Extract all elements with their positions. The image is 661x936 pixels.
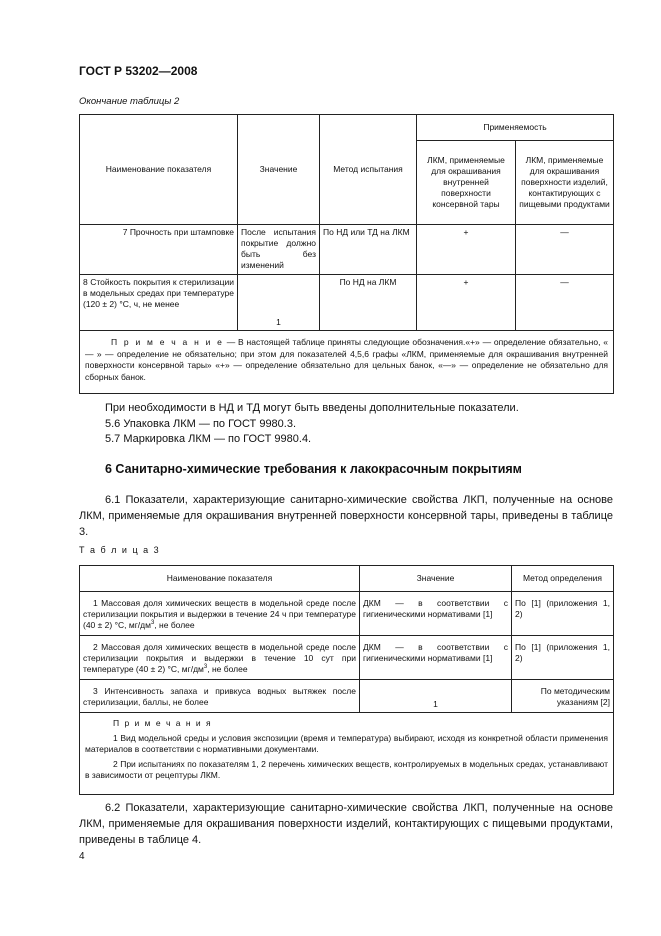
t2-row2-outer: — bbox=[516, 275, 614, 331]
t2-header-applicability: Применяемость bbox=[417, 115, 614, 141]
table3 bbox=[79, 565, 614, 795]
table-row bbox=[80, 636, 614, 680]
t3-row2-name bbox=[80, 636, 360, 680]
t2-row1-method: По НД или ТД на ЛКМ bbox=[320, 225, 417, 275]
t2-header-inner: ЛКМ, применяемые для окрашивания внутренней поверхности консервной тары bbox=[417, 141, 516, 225]
paragraph-5-7: 5.7 Маркировка ЛКМ — по ГОСТ 9980.4. bbox=[105, 433, 312, 445]
t3-notes bbox=[80, 713, 614, 795]
t2-row1-inner: + bbox=[417, 225, 516, 275]
paragraph-5-6: 5.6 Упаковка ЛКМ — по ГОСТ 9980.3. bbox=[105, 418, 297, 430]
t3-row3-name-text: 3 Интенсивность запаха и привкуса водных вытяжек после стерилизации, баллы, не более bbox=[83, 686, 356, 707]
table2 bbox=[79, 114, 614, 394]
t2-header-value: Значение bbox=[238, 115, 320, 225]
t3-row3-value: 1 bbox=[360, 680, 512, 713]
t3-row1-value: ДКМ — в соответствии с гигиеническими нормативами [1] bbox=[360, 592, 512, 636]
t2-row2-value: 1 bbox=[238, 275, 320, 331]
t2-row2-inner: + bbox=[417, 275, 516, 331]
t3-note-1: 1 Вид модельной среды и условия экспозиции (время и температура) выбирают, исходя из конкретной области применения материалов в соответствии с нормативными документами. bbox=[85, 732, 608, 754]
section-6-title: 6 Санитарно-химические требования к лакокрасочным покрытиям bbox=[105, 462, 522, 476]
t3-row3-name bbox=[80, 680, 360, 713]
table-row bbox=[80, 592, 614, 636]
t3-row2-method: По [1] (приложения 1, 2) bbox=[512, 636, 614, 680]
t3-header-method: Метод определения bbox=[512, 566, 614, 592]
t2-header-outer: ЛКМ, применяемые для окрашивания поверхности изделий, контактирующих с пищевыми продуктами bbox=[516, 141, 614, 225]
t3-header-name: Наименование показателя bbox=[80, 566, 360, 592]
t3-row1-method: По [1] (приложения 1, 2) bbox=[512, 592, 614, 636]
t2-note-text: — В настоящей таблице приняты следующие обозначения.«+» — определение обязательно, « — » — определение не обязательно; при этом для показателей 4,5,6 графы «ЛКМ, применяемые для окрашивания внутренней поверхности консервной тары» «+» — определение обязательно для цельных банок, «—» — определение не обязательно для сборных банок. bbox=[85, 337, 609, 382]
t3-row1-name-text: 1 Массовая доля химических веществ в модельной среде после стерилизации покрытия и выдержки в течение 24 ч при температуре (40 ± 2) °С, мг/дм bbox=[83, 598, 356, 630]
t2-row1-name: 7 Прочность при штамповке bbox=[80, 225, 238, 275]
t3-row2-sup: 3 bbox=[203, 664, 208, 671]
t3-row1-sup: 3 bbox=[150, 620, 155, 627]
t3-header-value: Значение bbox=[360, 566, 512, 592]
paragraph-6-2: 6.2 Показатели, характеризующие санитарно-химические свойства ЛКП, полученные на основе ЛКМ, применяемые для окрашивания поверхности изделий, контактирующих с пищевыми продуктами, приведены в таблице 4. bbox=[79, 802, 613, 846]
t2-header-method: Метод испытания bbox=[320, 115, 417, 225]
t2-row2-name: 8 Стойкость покрытия к стерилизации в модельных средах при температуре (120 ± 2) °С, ч, не менее bbox=[80, 275, 238, 331]
table-row bbox=[80, 275, 614, 331]
t3-notes-title: П р и м е ч а н и я bbox=[113, 718, 213, 728]
t3-row2-value: ДКМ — в соответствии с гигиеническими нормативами [1] bbox=[360, 636, 512, 680]
t3-row2-name-text: 2 Массовая доля химических веществ в модельной среде после стерилизации покрытия и выдержки в течение 10 сут при температуре (40 ± 2) °С, мг/дм bbox=[83, 642, 356, 674]
t2-row1-outer: — bbox=[516, 225, 614, 275]
t3-row1-name bbox=[80, 592, 360, 636]
t2-row1-value: После испытания покрытие должно быть без изменений bbox=[238, 225, 320, 275]
document-header: ГОСТ Р 53202—2008 bbox=[79, 64, 198, 78]
paragraph-additional: При необходимости в НД и ТД могут быть введены дополнительные показатели. bbox=[105, 402, 519, 414]
t3-row1-name-tail: , не более bbox=[154, 620, 195, 630]
t3-row3-method: По методическим указаниям [2] bbox=[512, 680, 614, 713]
paragraph-6-1: 6.1 Показатели, характеризующие санитарно-химические свойства ЛКП, полученные на основе ЛКМ, применяемые для окрашивания внутренней поверхности консервной тары, приведены в таблице 3. bbox=[79, 494, 613, 538]
t3-note-2: 2 При испытаниях по показателям 1, 2 перечень химических веществ, контролируемых в модельных средах, устанавливают в зависимости от рецептуры ЛКМ. bbox=[85, 758, 608, 780]
t3-row2-name-tail: , не более bbox=[207, 664, 248, 674]
table-row bbox=[80, 225, 614, 275]
table2-caption: Окончание таблицы 2 bbox=[79, 96, 180, 107]
t2-note-label: П р и м е ч а н и е bbox=[111, 337, 224, 347]
table3-caption: Т а б л и ц а 3 bbox=[79, 545, 161, 555]
page-number: 4 bbox=[79, 851, 85, 862]
table-row bbox=[80, 680, 614, 713]
t2-row2-method: По НД на ЛКМ bbox=[320, 275, 417, 331]
t2-header-name: Наименование показателя bbox=[80, 115, 238, 225]
t2-note bbox=[80, 331, 614, 394]
